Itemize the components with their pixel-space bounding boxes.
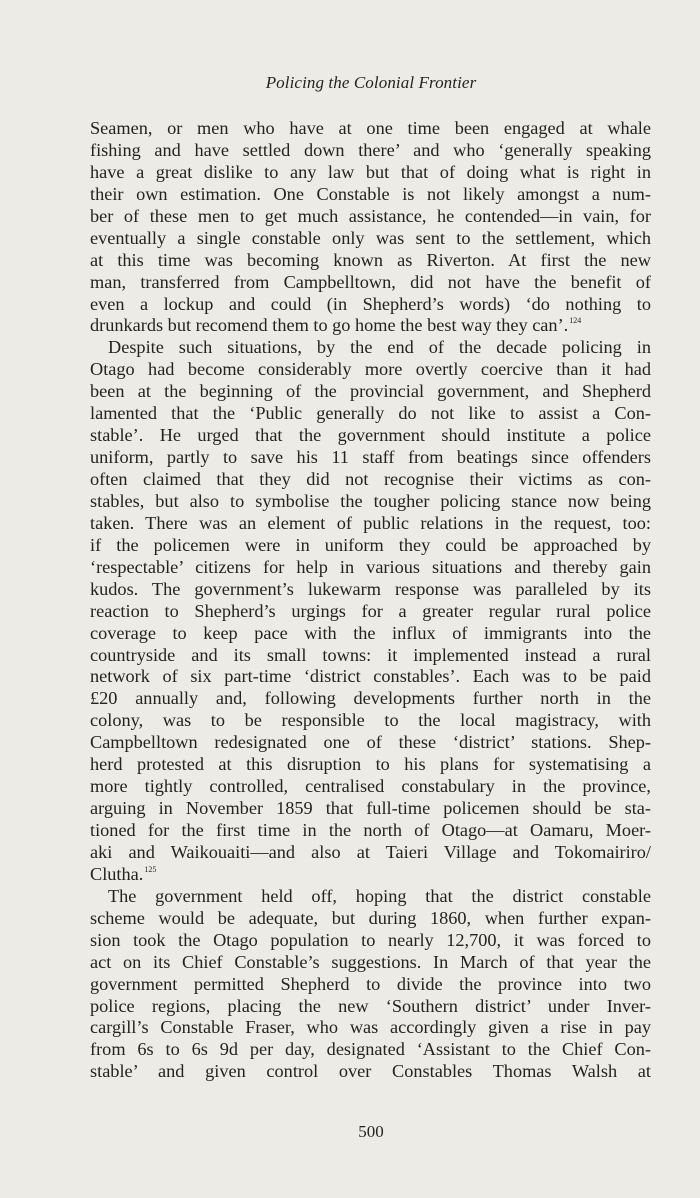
text-line: [90, 381, 651, 403]
text-line: [90, 798, 651, 820]
text-line: [90, 140, 651, 162]
text-line: [90, 820, 651, 842]
text-line: [90, 469, 651, 491]
line-text: arguing in November 1859 that full-time policemen should be sta-: [90, 798, 651, 819]
line-text: at this time was becoming known as Riverton. At first the new: [90, 249, 651, 270]
line-text: countryside and its small towns: it implemented instead a rural: [90, 644, 651, 665]
line-text: drunkards but recomend them to go home the best way they can’.: [90, 315, 569, 336]
line-text: man, transferred from Campbelltown, did not have the benefit of: [90, 271, 651, 292]
line-text: often claimed that they did not recognise their victims as con-: [90, 469, 651, 489]
text-line: [90, 754, 651, 776]
line-text: stable’ and given control over Constables Thomas Walsh at: [90, 1061, 651, 1082]
line-text: have a great dislike to any law but that of doing what is right in: [90, 161, 651, 182]
line-text: reaction to Shepherd’s urgings for a greater regular rural police: [90, 600, 651, 621]
line-text: tioned for the first time in the north of Otago—at Oamaru, Moer-: [90, 820, 651, 840]
text-line: [90, 886, 651, 908]
text-line: [90, 645, 651, 667]
line-text: coverage to keep pace with the influx of immigrants into the: [90, 622, 651, 643]
line-text: ‘respectable’ citizens for help in various situations and thereby gain: [90, 556, 651, 577]
line-text: Clutha.: [90, 863, 144, 884]
line-text: uniform, partly to save his 11 staff from beatings since offenders: [90, 447, 651, 468]
line-text: £20 annually and, following developments further north in the: [90, 688, 651, 709]
text-line: [90, 710, 651, 732]
text-line: [90, 952, 651, 974]
running-head: Policing the Colonial Frontier: [265, 73, 477, 92]
line-text: police regions, placing the new ‘Southern district’ under Inver-: [90, 995, 651, 1016]
line-text: colony, was to be responsible to the local magistracy, with: [90, 710, 651, 731]
text-line: [90, 315, 651, 337]
text-line: [90, 535, 651, 557]
line-text: government permitted Shepherd to divide the province into two: [90, 973, 651, 994]
text-line: [90, 184, 651, 206]
line-text: cargill’s Constable Fraser, who was accordingly given a rise in pay: [90, 1017, 651, 1038]
text-line: [90, 162, 651, 184]
line-text: stables, but also to symbolise the tougher policing stance now being: [90, 490, 651, 511]
line-text: from 6s to 6s 9d per day, designated ‘Assistant to the Chief Con-: [90, 1039, 651, 1060]
line-text: taken. There was an element of public relations in the request, too:: [90, 512, 651, 533]
footnote-marker: 125: [144, 864, 157, 874]
text-line: [90, 337, 651, 359]
line-text: Otago had become considerably more overtly coercive than it had: [90, 359, 651, 380]
line-text: herd protested at this disruption to his plans for systematising a: [90, 754, 651, 775]
text-line: [90, 1017, 651, 1039]
line-text: fishing and have settled down there’ and who ‘generally speaking: [90, 139, 651, 160]
text-line: [90, 579, 651, 601]
line-text: more tightly controlled, centralised constabulary in the province,: [90, 776, 651, 797]
text-line: [90, 491, 651, 513]
line-text: ber of these men to get much assistance, he contended—in vain, for: [90, 205, 651, 226]
line-text: Seamen, or men who have at one time been engaged at whale: [90, 118, 651, 138]
text-line: [90, 272, 651, 294]
line-text: eventually a single constable only was sent to the settlement, which: [90, 227, 651, 248]
line-text: act on its Chief Constable’s suggestions. In March of that year the: [90, 951, 651, 972]
body-text: [90, 118, 651, 1083]
line-text: Despite such situations, by the end of the decade policing in: [108, 337, 651, 358]
text-line: [90, 1061, 651, 1083]
text-line: [90, 557, 651, 579]
line-text: sion took the Otago population to nearly 12,700, it was forced to: [90, 929, 651, 950]
text-line: [90, 864, 651, 886]
line-text: scheme would be adequate, but during 1860, when further expan-: [90, 907, 651, 928]
text-line: [90, 206, 651, 228]
line-text: stable’. He urged that the government should institute a police: [90, 425, 651, 446]
footnote-marker: 124: [569, 316, 582, 326]
page-number: 500: [358, 1122, 384, 1141]
line-text: aki and Waikouaiti—and also at Taieri Village and Tokomairiro/: [90, 841, 651, 862]
text-line: [90, 228, 651, 250]
line-text: their own estimation. One Constable is not likely amongst a num-: [90, 183, 651, 204]
line-text: been at the beginning of the provincial government, and Shepherd: [90, 381, 651, 402]
text-line: [90, 688, 651, 710]
line-text: lamented that the ‘Public generally do not like to assist a Con-: [90, 403, 651, 424]
text-line: [90, 513, 651, 535]
text-line: [90, 666, 651, 688]
text-line: [90, 403, 651, 425]
line-text: kudos. The government’s lukewarm response was paralleled by its: [90, 578, 651, 599]
text-line: [90, 776, 651, 798]
line-text: network of six part-time ‘district constables’. Each was to be paid: [90, 666, 651, 687]
text-line: [90, 930, 651, 952]
text-line: [90, 732, 651, 754]
line-text: if the policemen were in uniform they could be approached by: [90, 534, 651, 555]
text-line: [90, 996, 651, 1018]
text-line: [90, 250, 651, 272]
text-line: [90, 447, 651, 469]
text-line: [90, 623, 651, 645]
line-text: Campbelltown redesignated one of these ‘district’ stations. Shep-: [90, 732, 651, 753]
text-line: [90, 601, 651, 623]
text-line: [90, 908, 651, 930]
text-line: [90, 118, 651, 140]
text-line: [90, 842, 651, 864]
text-line: [90, 974, 651, 996]
text-line: [90, 425, 651, 447]
text-line: [90, 1039, 651, 1061]
text-line: [90, 294, 651, 316]
line-text: even a lockup and could (in Shepherd’s words) ‘do nothing to: [90, 293, 651, 314]
text-line: [90, 359, 651, 381]
line-text: The government held off, hoping that the district constable: [108, 885, 651, 906]
